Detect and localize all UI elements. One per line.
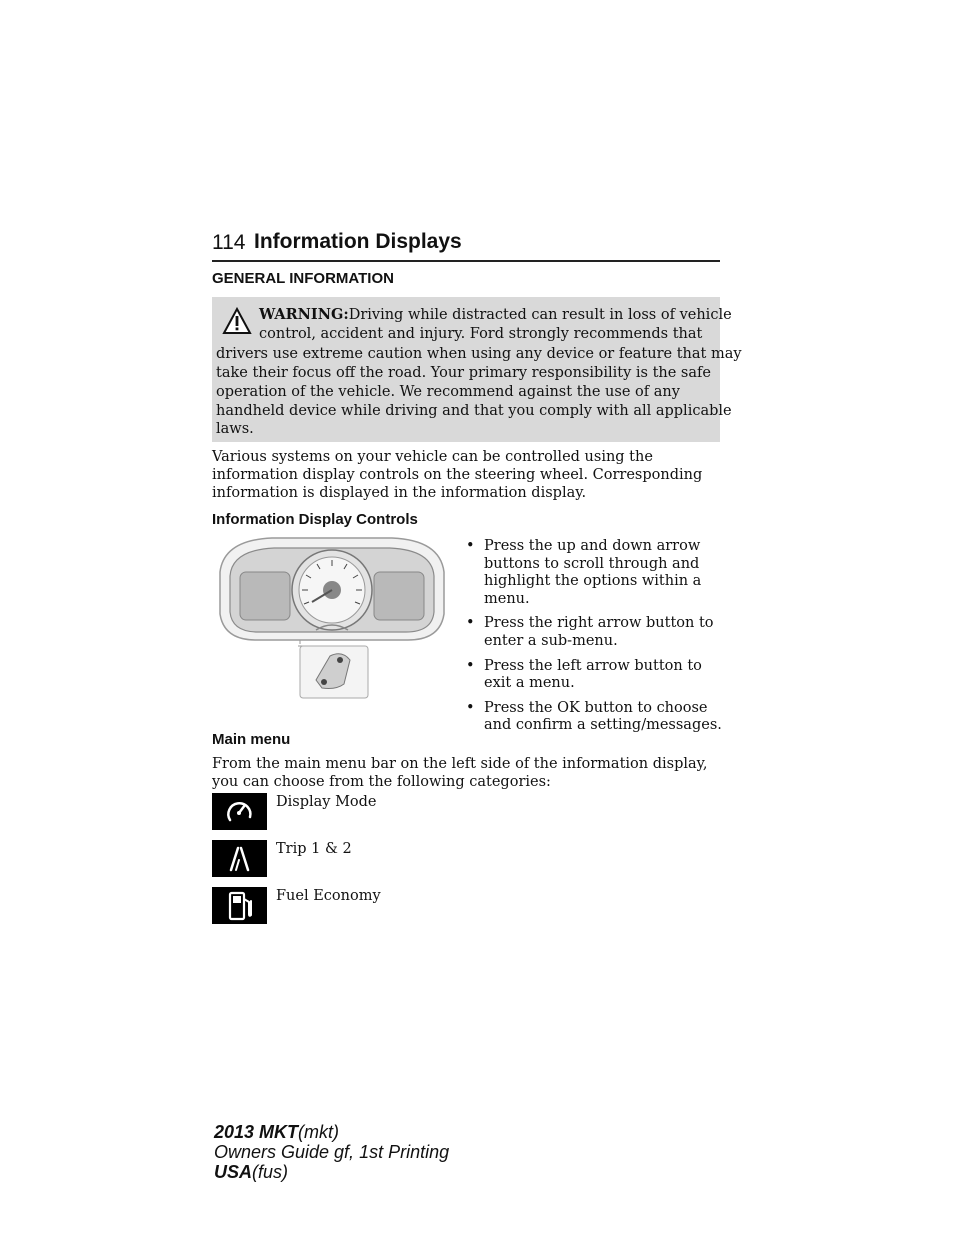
instrument-cluster-illustration (212, 532, 452, 702)
main-menu-paragraph: From the main menu bar on the left side of the information display, you can choose from the following categories: (212, 756, 708, 790)
warning-line-5: operation of the vehicle. We recommend against the use of any (216, 384, 680, 400)
list-item: • Press the left arrow button to exit a menu. (466, 657, 702, 692)
road-icon (212, 840, 267, 877)
warning-line-3: drivers use extreme caution when using any device or feature that may (216, 346, 742, 362)
chapter-title: Information Displays (254, 230, 462, 253)
warning-line-6: handheld device while driving and that you comply with all applicable (216, 403, 732, 419)
footer-market: USA(fus) (214, 1162, 289, 1182)
warning-line-4: take their focus off the road. Your primary responsibility is the safe (216, 365, 711, 381)
footer-model: 2013 MKT(mkt) (214, 1122, 340, 1142)
menu-item-fuel-economy: Fuel Economy (276, 888, 381, 904)
bullet-icon: • (466, 615, 475, 632)
menu-item-trip: Trip 1 & 2 (276, 841, 352, 857)
header-rule (212, 260, 720, 262)
warning-label: WARNING: (259, 306, 349, 323)
bullet-icon: • (466, 657, 475, 674)
warning-text: Driving while distracted can result in loss of vehicle (348, 307, 732, 323)
gauge-icon (212, 793, 267, 830)
controls-bullet-list (466, 538, 726, 742)
list-item: • Press the OK button to choose and confirm a setting/messages. (466, 699, 722, 734)
main-menu-heading: Main menu (212, 731, 291, 748)
intro-paragraph: Various systems on your vehicle can be controlled using the information display controls on the steering wheel. Corresponding information is displayed in the information display. (212, 449, 703, 501)
page-number: 114 (212, 231, 246, 254)
warning-triangle-icon (222, 307, 252, 335)
bullet-icon: • (466, 699, 475, 716)
footer-guide: Owners Guide gf, 1st Printing (214, 1142, 450, 1162)
list-item: • Press the up and down arrow buttons to scroll through and highlight the options within a menu. (466, 538, 702, 607)
bullet-icon: • (466, 538, 475, 554)
menu-item-display-mode: Display Mode (276, 794, 377, 810)
fuel-pump-icon (212, 887, 267, 924)
warning-line-2: control, accident and injury. Ford strongly recommends that (259, 326, 703, 342)
controls-heading: Information Display Controls (212, 511, 418, 528)
warning-line-7: laws. (216, 421, 254, 437)
list-item: • Press the right arrow button to enter a sub-menu. (466, 615, 714, 649)
section-heading: GENERAL INFORMATION (212, 270, 394, 287)
